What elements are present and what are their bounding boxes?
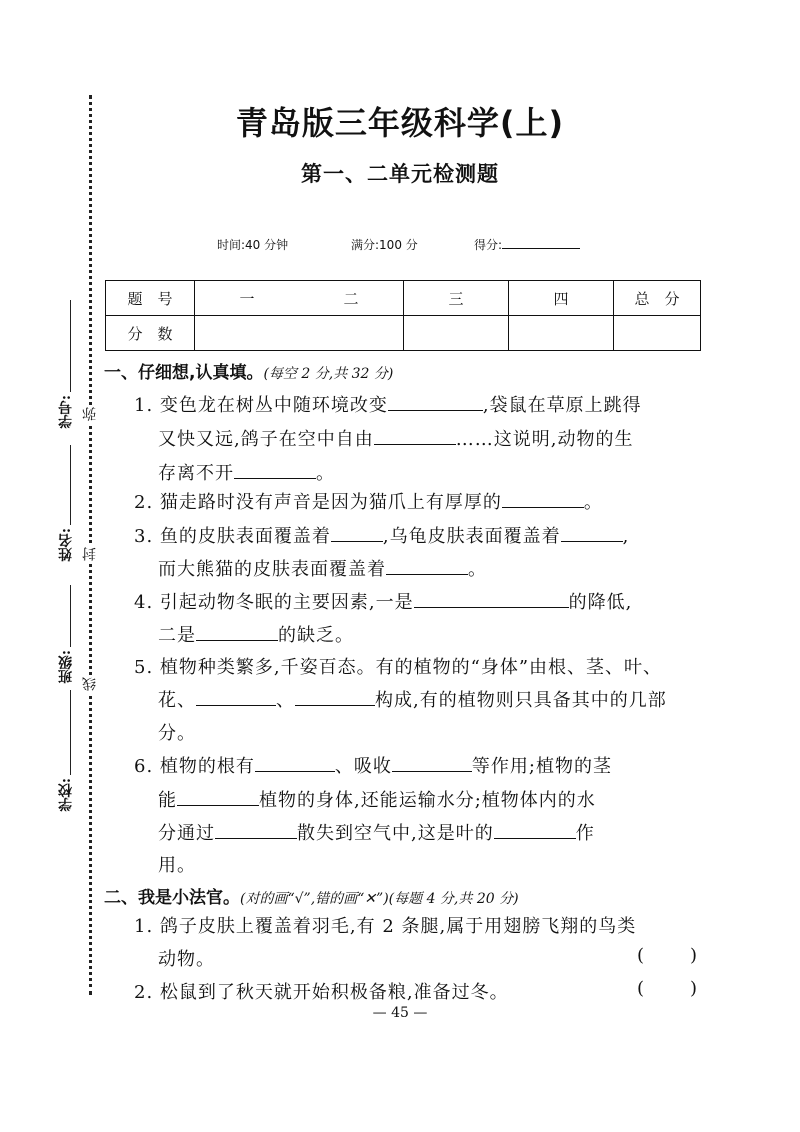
answer-blank[interactable] xyxy=(392,753,472,772)
score-cell-3[interactable] xyxy=(404,316,509,351)
class-field[interactable] xyxy=(70,585,71,647)
answer-blank[interactable] xyxy=(234,460,316,479)
answer-paren-close: ) xyxy=(690,945,698,966)
answer-blank[interactable] xyxy=(386,556,468,575)
answer-blank[interactable] xyxy=(196,687,276,706)
binding-mark-feng: 封 xyxy=(82,547,98,561)
question-line: 2. 松鼠到了秋天就开始积极备粮,准备过冬。 xyxy=(134,982,509,1003)
score-blank[interactable] xyxy=(502,236,580,249)
score-cell-total[interactable] xyxy=(614,316,701,351)
question-line: 又快又远,鸽子在空中自由 ……这说明,动物的生 xyxy=(158,425,633,451)
school-label: 学校: xyxy=(58,778,74,812)
answer-blank[interactable] xyxy=(196,622,278,641)
question-line: 6. 植物的根有 、吸收 等作用;植物的茎 xyxy=(134,752,612,778)
question-line: 分通过 散失到空气中,这是叶的 作 xyxy=(158,819,595,845)
answer-paren-open[interactable]: ( xyxy=(637,945,645,966)
answer-blank[interactable] xyxy=(502,489,584,508)
question-line: 4. 引起动物冬眠的主要因素,一是 的降低, xyxy=(134,588,632,614)
table-row xyxy=(106,281,701,316)
table-cell: 一 xyxy=(195,281,300,316)
question-line: 动物。 xyxy=(158,949,215,970)
exam-score xyxy=(474,236,580,253)
section-1-heading: 一、仔细想,认真填。(每空 2 分,共 32 分) xyxy=(104,363,394,383)
score-cell-4[interactable] xyxy=(509,316,614,351)
table-cell: 二 xyxy=(299,281,404,316)
question-line: 5. 植物种类繁多,千姿百态。有的植物的“身体”由根、茎、叶、 xyxy=(134,657,663,678)
name-label: 姓名: xyxy=(58,528,74,562)
binding-mark-xian: 线 xyxy=(82,677,98,691)
table-cell: 四 xyxy=(509,281,614,316)
page-title: 青岛版三年级科学(上) xyxy=(235,104,565,142)
answer-blank[interactable] xyxy=(388,392,483,411)
answer-blank[interactable] xyxy=(414,589,569,608)
answer-blank[interactable] xyxy=(494,820,576,839)
exam-time: 时间:40 分钟 xyxy=(217,238,289,252)
question-line: 存离不开 。 xyxy=(158,459,335,485)
table-row xyxy=(106,316,701,351)
answer-paren-close: ) xyxy=(690,978,698,999)
answer-blank[interactable] xyxy=(561,523,623,542)
exam-full-score: 满分:100 分 xyxy=(351,238,418,252)
answer-blank[interactable] xyxy=(215,820,297,839)
answer-blank[interactable] xyxy=(295,687,375,706)
question-line: 花、 、 构成,有的植物则只具备其中的几部 xyxy=(158,686,667,712)
question-line: 用。 xyxy=(158,855,196,876)
score-cell-1-2[interactable] xyxy=(195,316,404,351)
table-cell: 总 分 xyxy=(614,281,701,316)
answer-blank[interactable] xyxy=(331,523,383,542)
student-no-label: 学号: xyxy=(58,395,74,429)
question-line: 二是 的缺乏。 xyxy=(158,621,354,647)
table-cell: 三 xyxy=(404,281,509,316)
answer-blank[interactable] xyxy=(374,426,456,445)
name-field[interactable] xyxy=(70,445,71,525)
question-line: 1. 鸽子皮肤上覆盖着羽毛,有 2 条腿,属于用翅膀飞翔的鸟类 xyxy=(134,916,637,937)
question-line: 而大熊猫的皮肤表面覆盖着 。 xyxy=(158,555,487,581)
section-2-heading: 二、我是小法官。(对的画“√”,错的画“✕”)(每题 4 分,共 20 分) xyxy=(104,888,519,908)
page-number: — 45 — xyxy=(372,1005,428,1021)
table-cell: 分 数 xyxy=(106,316,195,351)
binding-mark-mi: 弥 xyxy=(82,407,98,421)
school-field[interactable] xyxy=(70,690,71,775)
question-line: 2. 猫走路时没有声音是因为猫爪上有厚厚的 。 xyxy=(134,488,603,514)
answer-blank[interactable] xyxy=(255,753,335,772)
question-line: 能 植物的身体,还能运输水分;植物体内的水 xyxy=(158,786,596,812)
answer-paren-open[interactable]: ( xyxy=(637,978,645,999)
class-label: 班级: xyxy=(58,650,74,684)
score-table xyxy=(105,280,701,351)
table-cell: 题 号 xyxy=(106,281,195,316)
score-label: 得分: xyxy=(474,238,503,252)
student-no-field[interactable] xyxy=(70,300,71,392)
question-line: 分。 xyxy=(158,723,196,744)
answer-blank[interactable] xyxy=(177,787,259,806)
question-line: 1. 变色龙在树丛中随环境改变 ,袋鼠在草原上跳得 xyxy=(134,391,642,417)
page-subtitle: 第一、二单元检测题 xyxy=(301,162,499,186)
question-line: 3. 鱼的皮肤表面覆盖着 ,乌龟皮肤表面覆盖着 , xyxy=(134,522,629,548)
